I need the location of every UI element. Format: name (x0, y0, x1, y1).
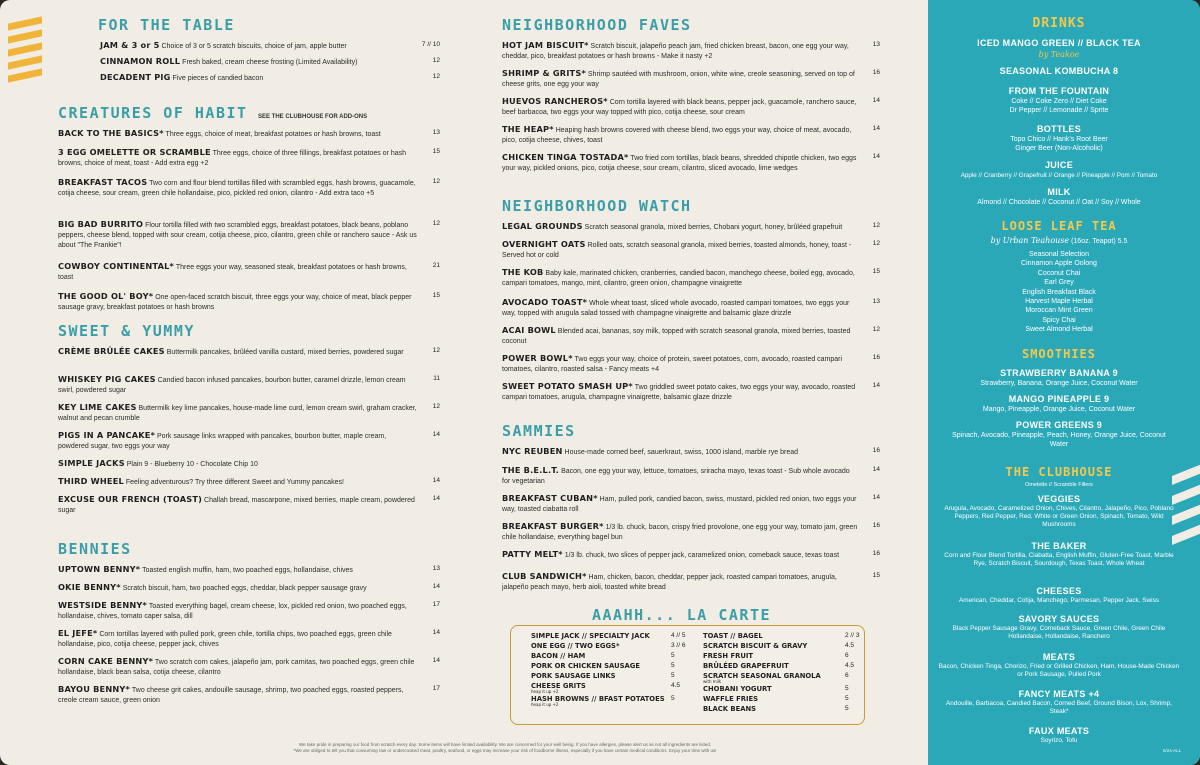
menu-item-desc: Candied bacon infused pancakes, bourbon butter, caramel drizzle, lemon cream swirl, powdered sugar (58, 377, 406, 394)
menu-item-desc: Three eggs, choice of meat, breakfast potatoes or hash browns, toast (165, 131, 381, 138)
menu-item (58, 147, 418, 169)
menu-item (58, 128, 418, 140)
menu-item-desc: Challah bread, mascarpone, mixed berries, maple cream, powdered sugar (58, 497, 415, 514)
menu-item-name: THE B.E.L.T. (502, 465, 560, 475)
tea-item: Sweet Almond Herbal (1025, 326, 1093, 334)
menu-item-price: 12 (872, 222, 880, 229)
clubhouse-group-name: FAUX MEATS (1028, 726, 1090, 736)
smoothie-name: MANGO PINEAPPLE 9 (1008, 394, 1110, 404)
menu-item-price: 15 (432, 148, 440, 155)
menu-item-price: 14 (872, 382, 880, 389)
menu-item-price: 12 (432, 73, 440, 80)
menu-item-price: 7 // 10 (421, 41, 440, 48)
section-creatures (58, 104, 367, 123)
carte-item-price: 6 (845, 672, 849, 679)
menu-item-desc: Fresh baked, cream cheese frosting (Limited Availability) (182, 59, 358, 66)
menu-item-name: PATTY MELT* (502, 549, 563, 559)
fountain-line: Coke // Coke Zero // Diet Coke (1011, 98, 1107, 105)
menu-item-price: 16 (872, 69, 880, 76)
menu-item-desc: House-made corned beef, sauerkraut, swiss, 1000 island, marble rye bread (564, 449, 799, 456)
menu-item-name: JAM & 3 or 5 (100, 40, 160, 50)
carte-item (703, 685, 772, 693)
clubhouse-group-desc: Andouille, Barbacoa, Candied Bacon, Corned Beef, Ground Bison, Lox, Shrimp, Steak* (946, 700, 1172, 715)
menu-item-name: HOT JAM BISCUIT* (502, 40, 589, 50)
clubhouse-group-name: THE BAKER (1031, 541, 1087, 551)
menu-item-name: NYC REUBEN (502, 446, 563, 456)
decor-stripe (8, 42, 42, 56)
clubhouse-group-desc: Black Pepper Sausage Gravy, Comeback Sauce, Green Chile, Green Chile Hollandaise, Hollandaise, Ranchero (952, 625, 1166, 640)
decor-stripe (8, 16, 42, 30)
menu-item-desc: Rolled oats, scratch seasonal granola, mixed berries, toasted almonds, honey, toast - Served hot or cold (502, 242, 852, 259)
menu-code: 5/24-ALL (1163, 748, 1182, 753)
iced-tea-brand: by Teakoe (1038, 50, 1080, 59)
clubhouse-group-desc: American, Cheddar, Cotija, Manchego, Parmesan, Pepper Jack, Swiss (959, 597, 1159, 604)
decor-stripe (8, 68, 42, 82)
menu-item (58, 628, 418, 650)
menu-item-name: THE KOB (502, 267, 544, 277)
carte-item-name: PORK OR CHICKEN SAUSAGE (531, 662, 641, 670)
menu-item-desc: Toasted everything bagel, cream cheese, lox, pickled red onion, two poached eggs, hollandaise, chives, tomato caper salsa, dill (58, 603, 407, 620)
tea-item: English Breakfast Black (1022, 288, 1096, 296)
juice-title: JUICE (1044, 160, 1073, 170)
iced-tea-title: ICED MANGO GREEN // BLACK TEA (977, 38, 1141, 48)
menu-item-name: WESTSIDE BENNY* (58, 600, 148, 610)
menu-item-desc: Two cheese grit cakes, andouille sausage, shrimp, two poached eggs, roasted peppers, creole cream sauce, green onion (58, 687, 404, 704)
carte-item-name: BLACK BEANS (703, 705, 757, 713)
menu-item (58, 684, 418, 706)
menu-item (100, 72, 418, 84)
menu-item-desc: Scratch biscuit, ham, two poached eggs, cheddar, black pepper sausage gravy (122, 585, 367, 592)
menu-item-name: THE GOOD OL' BOY* (58, 291, 154, 301)
carte-item (531, 682, 586, 694)
tea-brand-line (928, 236, 1190, 246)
kombucha: SEASONAL KOMBUCHA 8 (999, 66, 1119, 76)
menu-item-name: OVERNIGHT OATS (502, 239, 586, 249)
menu-item-price: 14 (432, 657, 440, 664)
section-title: CREATURES OF HABIT (58, 104, 248, 122)
menu-item (58, 291, 418, 313)
menu-item (502, 96, 858, 118)
decor-stripe (8, 55, 42, 69)
tea-item: Moroccan Mint Green (1025, 307, 1093, 315)
tea-title: LOOSE LEAF TEA (1001, 219, 1117, 233)
clubhouse-group-desc: Soyrizo, Tofu (1040, 737, 1078, 744)
carte-item-name: FRESH FRUIT (703, 652, 754, 660)
carte-item-price: 5 (671, 662, 675, 669)
clubhouse-group-desc: Arugula, Avocado, Caramelized Onion, Chives, Cilantro, Jalapeño, Pico, Poblano Peppers, Red Pepper, Red, White or Green Onion, Spinach, Tomato, Wild Mushrooms (944, 505, 1174, 528)
menu-item (100, 40, 418, 52)
carte-item-name: BRÛLÉED GRAPEFRUIT (703, 662, 789, 670)
section-note: SEE THE CLUBHOUSE FOR ADD-ONS (258, 114, 368, 120)
menu-item-price: 16 (872, 447, 880, 454)
carte-item (531, 642, 620, 650)
menu-item-desc: Buttermilk pancakes, brûléed vanilla custard, mixed berries, powdered sugar (166, 349, 404, 356)
menu-item-price: 15 (872, 572, 880, 579)
menu-item-name: SIMPLE JACKS (58, 458, 125, 468)
menu-item-name: SWEET POTATO SMASH UP* (502, 381, 633, 391)
drinks-panel (928, 0, 1200, 765)
clubhouse-group-name: CHEESES (1036, 586, 1082, 596)
menu-item-name: COWBOY CONTINENTAL* (58, 261, 175, 271)
carte-item-price: 6 (845, 652, 849, 659)
clubhouse-group-name: SAVORY SAUCES (1018, 614, 1100, 624)
section-sammies (502, 422, 576, 440)
menu-item-price: 14 (872, 494, 880, 501)
section-carte (592, 606, 771, 624)
menu-item-price: 15 (872, 268, 880, 275)
menu-item (502, 124, 858, 146)
carte-item-name: SIMPLE JACK // SPECIALTY JACK (531, 632, 650, 640)
footer-disclaimer (240, 742, 770, 754)
menu-item-price: 14 (432, 629, 440, 636)
menu-item-price: 12 (432, 178, 440, 185)
menu-item-desc: Toasted english muffin, ham, two poached eggs, hollandaise, chives (142, 567, 353, 574)
menu-item (100, 56, 418, 68)
menu-item-desc: Plain 9 - Blueberry 10 - Chocolate Chip 10 (126, 461, 258, 468)
menu-item-desc: Scratch biscuit, jalapeño peach jam, fried chicken breast, bacon, one egg your way, cheddar, pico, breakfast potatoes or hash browns - Make it nasty +2 (502, 43, 849, 60)
menu-item (58, 402, 418, 424)
menu-item-name: PIGS IN A PANCAKE* (58, 430, 156, 440)
menu-item-price: 14 (432, 583, 440, 590)
tea-item: Coconut Chai (1037, 269, 1081, 277)
fountain-title: FROM THE FOUNTAIN (1008, 86, 1110, 96)
section-title: BENNIES (58, 540, 132, 558)
fountain-line: Dr Pepper // Lemonade // Sprite (1009, 107, 1109, 114)
menu-item (502, 493, 858, 515)
carte-item-price: 5 (845, 695, 849, 702)
menu-item-desc: Feeling adventurous? Try three different Sweet and Yummy pancakes! (125, 479, 344, 486)
menu-item-price: 13 (432, 129, 440, 136)
smoothies-title: SMOOTHIES (1021, 347, 1097, 361)
menu-item-name: BREAKFAST BURGER* (502, 521, 604, 531)
menu-item (502, 353, 858, 375)
carte-item-note: with milk (703, 679, 722, 684)
menu-item-desc: Bacon, one egg your way, lettuce, tomatoes, sriracha mayo, texas toast - Sub whole avocado for vegetarian (502, 468, 850, 485)
juice-line: Apple // Cranberry // Grapefruit // Orange // Pineapple // Pom // Tomato (960, 172, 1158, 179)
menu-item (502, 68, 858, 90)
carte-item-name: CHEESE GRITS (531, 682, 586, 690)
section-bennies (58, 540, 132, 558)
menu-item-price: 14 (432, 431, 440, 438)
menu-item-desc: Two corn and flour blend tortillas filled with scrambled eggs, hash browns, guacamole, cotija cheese, sour cream, green chile hollandaise, pico, pickled red onion, cilantro - Add extra taco +5 (58, 180, 416, 197)
menu-item-name: AVOCADO TOAST* (502, 297, 588, 307)
menu-item-name: 3 EGG OMELETTE OR SCRAMBLE (58, 147, 211, 157)
carte-item-price: 4.5 (845, 662, 855, 669)
menu-item-desc: 1/3 lb. chuck, two slices of pepper jack, caramelized onion, comeback sauce, texas toast (564, 552, 840, 559)
smoothie-name: STRAWBERRY BANANA 9 (1000, 368, 1118, 378)
milk-title: MILK (1047, 187, 1071, 197)
carte-item-name: CHOBANI YOGURT (703, 685, 772, 693)
menu-item-price: 12 (432, 347, 440, 354)
menu-item-name: BIG BAD BURRITO (58, 219, 144, 229)
menu-item (502, 152, 858, 174)
clubhouse-group-name: FANCY MEATS +4 (1018, 689, 1100, 699)
carte-item (703, 632, 763, 640)
section-title: FOR THE TABLE (98, 16, 235, 34)
menu-item-desc: Ham, pulled pork, candied bacon, swiss, mustard, pickled red onion, two eggs your way, toasted ciabatta roll (502, 496, 857, 513)
tea-item: Spicy Chai (1042, 316, 1076, 324)
menu-item-price: 15 (432, 292, 440, 299)
footer-line: We take pride in preparing our food from scratch every day. Some items will have limited availability. We are concerned for your well being. If you have allergies, please alert us as not all ingredients are listed. (298, 742, 712, 747)
section-for-the-table (98, 16, 235, 34)
carte-item (531, 662, 640, 670)
smoothie-desc: Spinach, Avocado, Pineapple, Peach, Honey, Orange Juice, Coconut Water (952, 432, 1166, 448)
menu-item-name: POWER BOWL* (502, 353, 573, 363)
menu-item-price: 17 (432, 601, 440, 608)
menu-item-desc: Shrimp sautéed with mushroom, onion, white wine, creole seasoning, served on top of cheese grits, one egg your way (502, 71, 855, 88)
menu-item-name: CINNAMON ROLL (100, 56, 181, 66)
menu-item-desc: Three eggs, choice of three fillings, breakfast potatoes or hash browns, choice of meat, toast - Add extra egg +2 (58, 150, 407, 167)
section-watch (502, 197, 692, 215)
menu-item-price: 13 (872, 41, 880, 48)
menu-item (502, 381, 858, 403)
menu-item-desc: Two fried corn tortillas, black beans, shredded chipotle chicken, two eggs your way, pickled onions, pico, cotija cheese, sour cream, cilantro, sliced avocado, lime wedges (502, 155, 857, 172)
carte-item-price: 5 (671, 652, 675, 659)
menu-item-price: 14 (432, 495, 440, 502)
carte-item-price: 5 (671, 695, 675, 702)
menu-item-desc: Two scratch corn cakes, jalapeño jam, pork carnitas, two poached eggs, green chile hollandaise, black bean salsa, cotija cheese, cilantro (58, 659, 415, 676)
clubhouse-group-desc: Bacon, Chicken Tinga, Chorizo, Fried or Grilled Chicken, Ham, House-Made Chicken or Pork Sausage, Pulled Pork (938, 663, 1180, 678)
carte-item (703, 642, 807, 650)
menu-item-name: HUEVOS RANCHEROS* (502, 96, 608, 106)
menu-item-price: 11 (433, 375, 440, 382)
menu-item-name: UPTOWN BENNY* (58, 564, 141, 574)
menu-item-desc: 1/3 lb. chuck, bacon, crispy fried provolone, one egg your way, tomato jam, green chile hollandaise, everything bagel bun (502, 524, 858, 541)
menu-item-price: 12 (432, 57, 440, 64)
menu-item (502, 221, 858, 233)
menu-item-name: EXCUSE OUR FRENCH (TOAST) (58, 494, 203, 504)
menu-item-name: BACK TO THE BASICS* (58, 128, 164, 138)
menu-item (58, 600, 418, 622)
menu-item-desc: Blended acai, bananas, soy milk, topped with scratch seasonal granola, mixed berries, toasted coconut (502, 328, 851, 345)
carte-item-name: HASH BROWNS // BFAST POTATOES (531, 695, 665, 703)
menu-item (58, 374, 418, 396)
section-sweet (58, 322, 195, 340)
menu-item-price: 14 (872, 153, 880, 160)
carte-item-price: 2 // 3 (845, 632, 860, 639)
menu-item (502, 549, 858, 561)
carte-item-note: heap it up +2 (531, 689, 559, 694)
carte-item-name: PORK SAUSAGE LINKS (531, 672, 616, 680)
tea-item: Cinnamon Apple Oolong (1021, 260, 1097, 268)
menu-item-price: 17 (432, 685, 440, 692)
milk-line: Almond // Chocolate // Coconut // Oat // Soy // Whole (977, 199, 1141, 206)
carte-item-price: 4.5 (845, 642, 855, 649)
menu-item-price: 16 (872, 522, 880, 529)
menu-item-desc: Five pieces of candied bacon (172, 75, 264, 82)
smoothie-name: POWER GREENS 9 (1015, 420, 1103, 430)
menu-item (58, 346, 418, 358)
menu-item-name: THE HEAP* (502, 124, 554, 134)
carte-item-name: SCRATCH BISCUIT & GRAVY (703, 642, 808, 650)
menu-item-price: 13 (432, 565, 440, 572)
menu-item-name: DECADENT PIG (100, 72, 171, 82)
bottles-line: Ginger Beer (Non-Alcoholic) (1015, 145, 1103, 152)
menu-item-name: SHRIMP & GRITS* (502, 68, 586, 78)
section-faves (502, 16, 692, 34)
menu-item-desc: Corn tortilla layered with black beans, pepper jack, guacamole, ranchero sauce, beef barbacoa, two eggs your way topped with pico, cotija cheese, sour cream (502, 99, 857, 116)
menu-item-price: 12 (872, 326, 880, 333)
bottles-line: Topo Chico // Hank's Root Beer (1010, 136, 1108, 143)
smoothie-desc: Mango, Pineapple, Orange Juice, Coconut Water (982, 406, 1136, 413)
menu-item (58, 564, 418, 576)
menu-item-name: OKIE BENNY* (58, 582, 121, 592)
carte-item (703, 662, 789, 670)
menu-item-price: 16 (872, 550, 880, 557)
menu-item-name: THIRD WHEEL (58, 476, 124, 486)
menu-item-name: KEY LIME CAKES (58, 402, 137, 412)
menu-item-desc: Buttermilk key lime pancakes, house-made lime curd, lemon cream swirl, graham cracker, walnut and pecan crumble (58, 405, 417, 422)
menu-item (58, 582, 418, 594)
menu-item-price: 14 (872, 97, 880, 104)
clubhouse-group-name: MEATS (1042, 652, 1076, 662)
clubhouse-group-desc: Corn and Flour Blend Tortilla, Ciabatta, English Muffin, Gluten-Free Toast, Marble Rye, Scratch Biscuit, Sourdough, Texas Toast, Whole Wheat (944, 552, 1174, 567)
menu-item-desc: Heaping hash browns covered with cheese blend, two eggs your way, choice of meat, avocado, pico, cotija cheese, chives, toast (502, 127, 852, 144)
carte-item (531, 672, 616, 680)
section-title: SAMMIES (502, 422, 576, 440)
menu-item-name: CLUB SANDWICH* (502, 571, 587, 581)
tea-price: (16oz. Teapot) 5.5 (1071, 238, 1128, 245)
menu-item-desc: Pork sausage links wrapped with pancakes, bourbon butter, maple cream, powdered sugar, two eggs your way (58, 433, 387, 450)
menu-item-desc: Whole wheat toast, sliced whole avocado, roasted campari tomatoes, two eggs your way, topped with arugula salad tossed with champagne vinaigrette and balsamic glaze drizzle (502, 300, 850, 317)
bottles-title: BOTTLES (1036, 124, 1082, 134)
carte-item-price: 3 // 6 (671, 642, 686, 649)
tea-brand: by Urban Teahouse (990, 236, 1070, 245)
carte-item-price: 5 (845, 705, 849, 712)
menu-item (502, 325, 858, 347)
smoothie-desc: Strawberry, Banana, Orange Juice, Coconut Water (980, 380, 1138, 387)
menu-item (502, 297, 858, 319)
menu-item (58, 656, 418, 678)
menu-item-desc: Flour tortilla filled with two scrambled eggs, breakfast potatoes, black beans, poblano peppers, cheese blend, topped with sour cream, cotija cheese, pico, cilantro, green chile or ranchero sauce - Ask us about "The Frankie"! (58, 222, 417, 249)
menu-item-name: WHISKEY PIG CAKES (58, 374, 156, 384)
menu-item-desc: Two eggs your way, choice of protein, sweet potatoes, corn, avocado, roasted campari tomatoes, cilantro, roasted salsa - Fancy meats +4 (502, 356, 843, 373)
carte-box (510, 625, 865, 725)
menu-item-name: BREAKFAST CUBAN* (502, 493, 598, 503)
carte-item-name: ONE EGG // TWO EGGS* (531, 642, 620, 650)
menu-item-desc: One open-faced scratch biscuit, three eggs your way, choice of meat, black pepper sausage gravy, breakfast potatoes or hash browns (58, 294, 412, 311)
carte-item-name: TOAST // BAGEL (703, 632, 763, 640)
menu-item-price: 12 (872, 240, 880, 247)
carte-item-price: 4 // 5 (671, 632, 686, 639)
menu-item (502, 40, 858, 62)
menu-item-price: 14 (872, 466, 880, 473)
clubhouse-title: THE CLUBHOUSE (1005, 465, 1113, 479)
carte-item-name: WAFFLE FRIES (703, 695, 759, 703)
menu-item (502, 446, 858, 458)
section-title: AAAHH... LA CARTE (592, 606, 772, 624)
menu-item (502, 571, 858, 593)
menu-item-desc: Baby kale, marinated chicken, cranberries, candied bacon, manchego cheese, boiled egg, avocado, campari tomatoes, mango, mint, cilantro, green onion, champagne vinaigrette (502, 270, 855, 287)
menu-item (502, 465, 858, 487)
clubhouse-group-name: VEGGIES (1037, 494, 1081, 504)
menu-item-price: 14 (432, 477, 440, 484)
menu-item-price: 12 (432, 220, 440, 227)
carte-item (531, 652, 585, 660)
menu-item (58, 476, 418, 488)
carte-item (531, 632, 650, 640)
carte-item (703, 695, 758, 703)
carte-item (703, 672, 821, 684)
menu-item (502, 267, 858, 289)
menu-item-desc: Three eggs your way, seasoned steak, breakfast potatoes or hash browns, toast (58, 264, 407, 281)
menu-item (502, 521, 858, 543)
carte-item (531, 695, 665, 707)
tea-item: Earl Grey (1044, 279, 1074, 287)
menu-item-name: EL JEFE* (58, 628, 98, 638)
menu-item-name: CORN CAKE BENNY* (58, 656, 154, 666)
tea-item: Seasonal Selection (1029, 251, 1089, 258)
section-title: SWEET & YUMMY (58, 322, 195, 340)
menu-item-name: LEGAL GROUNDS (502, 221, 583, 231)
menu-item-name: BREAKFAST TACOS (58, 177, 148, 187)
menu-item (502, 239, 858, 261)
clubhouse-subtitle: Omelette // Scramble Fillers (1025, 482, 1093, 488)
decor-stripe (8, 29, 42, 43)
footer-line: *We are obliged to tell you that consuming raw or undercooked meat, poultry, seafood, or eggs may increase your risk of foodborne illness, especially if you have certain medical conditions. Enjoy your time with us! (293, 748, 717, 753)
menu-item-price: 21 (432, 262, 440, 269)
menu-item-price: 16 (872, 354, 880, 361)
menu-item-price: 12 (432, 403, 440, 410)
menu-item-desc: Choice of 3 or 5 scratch biscuits, choice of jam, apple butter (161, 43, 347, 50)
menu-item-name: BAYOU BENNY* (58, 684, 131, 694)
menu-item (58, 177, 418, 199)
carte-item-price: 4.5 (671, 682, 681, 689)
carte-item-name: SCRATCH SEASONAL GRANOLA (703, 672, 821, 680)
menu-item-desc: Two griddled sweet potato cakes, two eggs your way, avocado, roasted campari tomatoes, arugula, champagne vinaigrette, balsamic glaze drizzle (502, 384, 856, 401)
carte-item (703, 705, 756, 713)
menu-item-desc: Ham, chicken, bacon, cheddar, pepper jack, roasted campari tomatoes, arugula, jalapeño peach mayo, herb aioli, toasted white bread (502, 574, 837, 591)
tea-item: Harvest Maple Herbal (1025, 298, 1093, 305)
menu-item (58, 458, 418, 470)
menu-item-name: ACAI BOWL (502, 325, 556, 335)
menu-item-price: 13 (872, 298, 880, 305)
section-title: NEIGHBORHOOD FAVES (502, 16, 692, 34)
menu-item-name: CHICKEN TINGA TOSTADA* (502, 152, 629, 162)
carte-item-price: 5 (845, 685, 849, 692)
carte-item (703, 652, 753, 660)
menu-item-price: 14 (872, 125, 880, 132)
drinks-title: DRINKS (1032, 16, 1086, 31)
menu-item (58, 494, 418, 516)
section-title: NEIGHBORHOOD WATCH (502, 197, 692, 215)
menu-item-desc: Scratch seasonal granola, mixed berries, Chobani yogurt, honey, brûléed grapefruit (584, 224, 843, 231)
menu-item-name: CRÈME BRÛLÉE CAKES (58, 346, 165, 356)
carte-item-name: BACON // HAM (531, 652, 586, 660)
carte-item-note: heap it up +2 (531, 702, 559, 707)
carte-item-price: 5 (671, 672, 675, 679)
menu-item (58, 261, 418, 283)
menu-item (58, 430, 418, 452)
menu-item-desc: Corn tortillas layered with pulled pork, green chile, tortilla chips, two poached eggs, green chile hollandaise, pico, cotija cheese, pepper jack, chives (58, 631, 392, 648)
menu-item (58, 219, 418, 251)
